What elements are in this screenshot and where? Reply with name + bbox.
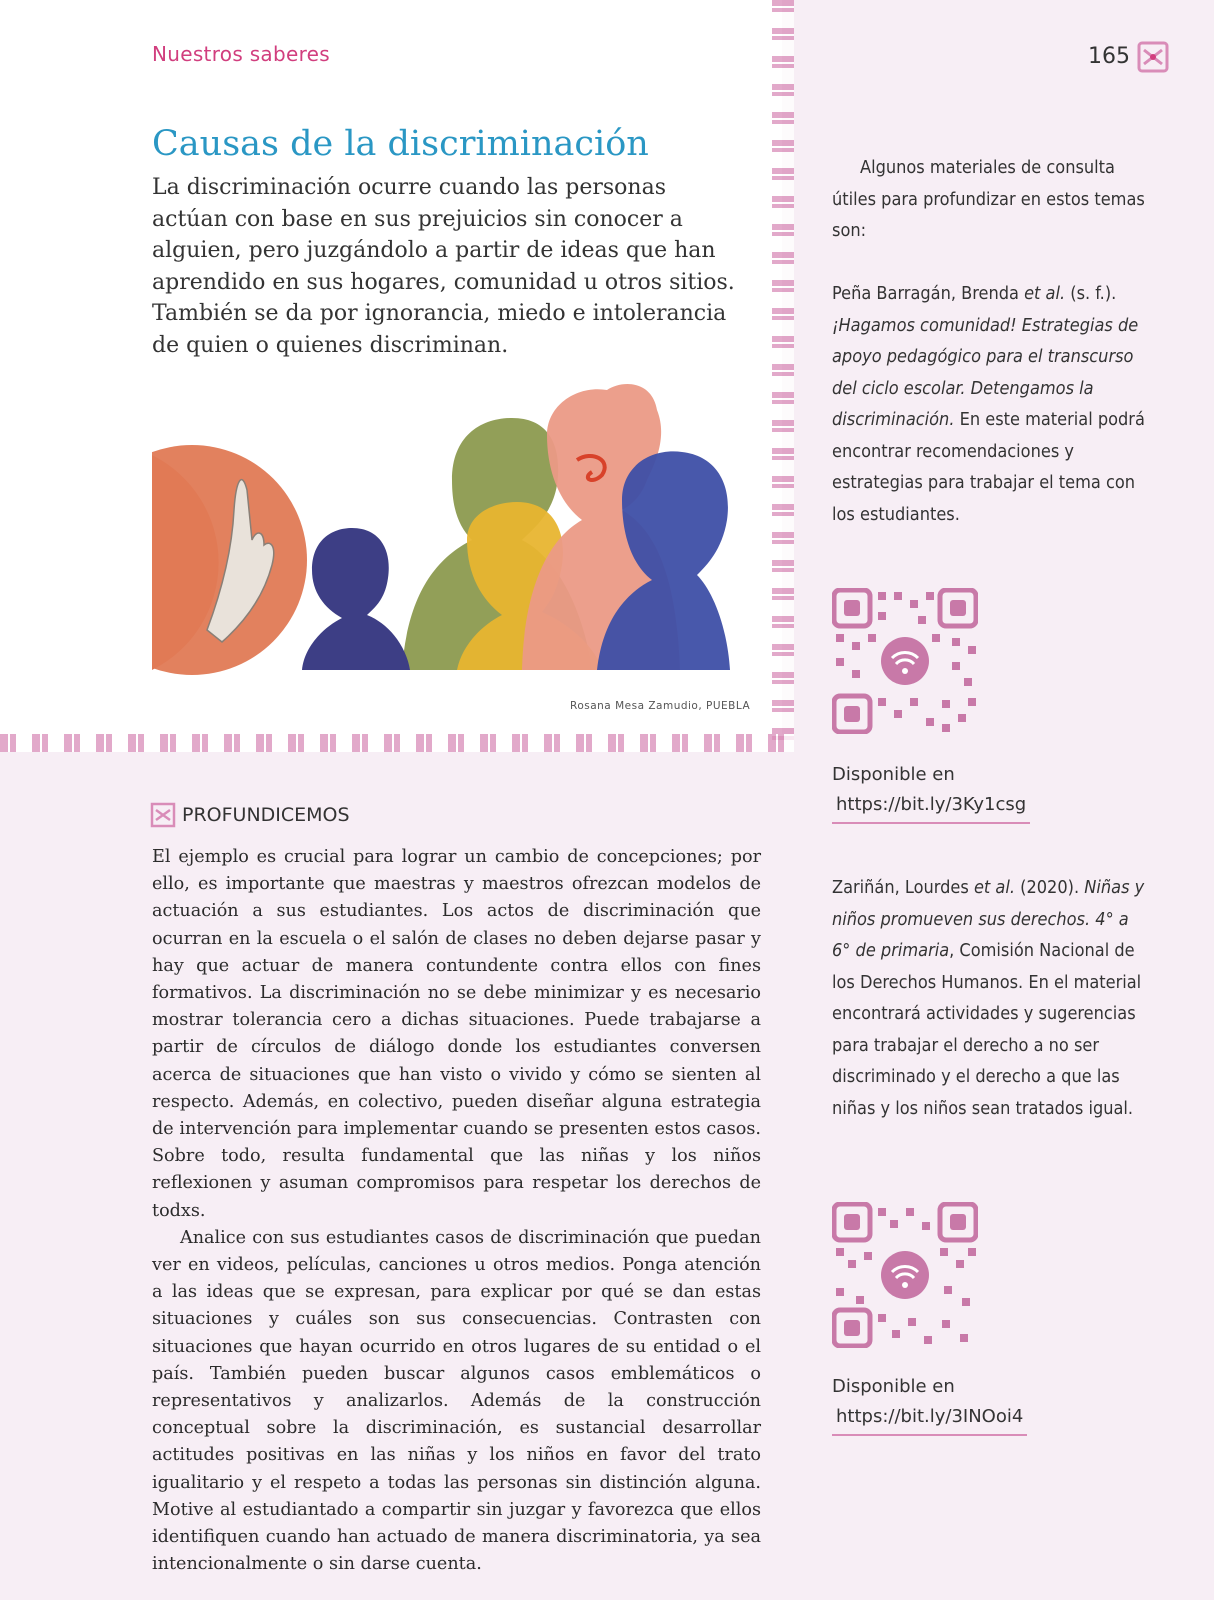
ref1-description: En este material podrá encontrar recomendaciones y estrategias para trabajar el tema con los estudiantes.	[832, 409, 1145, 525]
ref1-availability	[832, 760, 1030, 824]
ref1-available-label: Disponible en	[832, 764, 955, 785]
qr-code-2[interactable]	[832, 1202, 978, 1348]
profundicemos-body	[152, 844, 761, 1578]
sidebar-intro-text: Algunos materiales de consulta útiles para profundizar en estos temas son:	[832, 157, 1145, 241]
ref1-title: ¡Hagamos comunidad! Estrategias de apoyo pedagógico para el transcurso del ciclo escolar. Detengamos la discriminación.	[832, 314, 1139, 430]
blue-small-silhouette	[302, 528, 410, 670]
body-paragraph-1: El ejemplo es crucial para lograr un cambio de concepciones; por ello, es importante que maestras y maestros ofrezcan modelos de actuación a sus estudiantes. Los actos de discriminación que ocurran en la escuela o el salón de clases no deben dejarse pasar y hay que actuar de manera contundente contra ellos con fines formativos. La discriminación no se debe minimizar y es necesario mostrar tolerancia cero a dichas situaciones. Puede trabajarse a partir de círculos de diálogo donde los estudiantes conversen acerca de situaciones que han visto o vivido y cómo se sienten al respecto. Además, en colectivo, pueden diseñar alguna estrategia de intervención para implementar cuando se presenten estos casos. Sobre todo, resulta fundamental que las niñas y los niños reflexionen y asuman compromisos para respetar los derechos de todxs.	[152, 847, 761, 1221]
decorative-vertical-border	[772, 0, 794, 752]
reference-2	[832, 872, 1152, 1124]
silhouettes-illustration	[152, 380, 742, 690]
ref2-available-label: Disponible en	[832, 1376, 955, 1397]
ref2-author: Zariñán, Lourdes	[832, 877, 974, 898]
image-credit: Rosana Mesa Zamudio, PUEBLA	[570, 700, 751, 712]
page-number: 165	[1088, 44, 1130, 69]
section-name: Nuestros saberes	[152, 42, 330, 66]
emblem-icon	[1136, 40, 1170, 74]
ref1-author: Peña Barragán, Brenda	[832, 283, 1025, 304]
ref1-link[interactable]: https://bit.ly/3Ky1csg	[832, 790, 1030, 824]
qr-code-1[interactable]	[832, 588, 978, 734]
sidebar-intro	[832, 152, 1152, 247]
article-intro: La discriminación ocurre cuando las personas actúan con base en sus prejuicios sin conocer a alguien, pero juzgándolo a partir de ideas que han aprendido en sus hogares, comunidad u otros sitios. También se da por ignorancia, miedo e intolerancia de quien o quienes discriminan.	[152, 175, 735, 358]
ref2-year: (2020).	[1014, 877, 1085, 898]
ref2-availability	[832, 1372, 1027, 1436]
article-title: Causas de la discriminación	[152, 124, 649, 164]
profundicemos-title: PROFUNDICEMOS	[182, 804, 350, 826]
reference-1	[832, 278, 1152, 530]
ref1-year: (s. f.).	[1065, 283, 1117, 304]
body-paragraph-2: Analice con sus estudiantes casos de discriminación que puedan ver en videos, películas, canciones u otros medios. Ponga atención a las ideas que se expresan, para explicar por qué se dan estas situaciones y cuáles son sus consecuencias. Contrasten con situaciones que hayan ocurrido en otros lugares de su entidad o el país. También pueden buscar algunos casos emblemáticos o representativos y analizarlos. Además de la construcción conceptual sobre la discriminación, es sustancial desarrollar actitudes positivas en las niñas y los niños en favor del trato igualitario y el respeto a todas las personas sin distinción alguna. Motive al estudiantado a compartir sin juzgar y favorezca que ellos identifiquen cuando han actuado de manera discriminatoria, ya sea intencionalmente o sin darse cuenta.	[152, 1227, 761, 1575]
ref2-link[interactable]: https://bit.ly/3INOoi4	[832, 1402, 1027, 1436]
ref1-etal: et al.	[1024, 283, 1066, 304]
profundicemos-icon	[150, 802, 176, 828]
decorative-horizontal-border	[0, 734, 794, 752]
ref2-title: Niñas y niños promueven sus derechos. 4° a 6° de primaria	[832, 877, 1145, 961]
ref2-etal: et al.	[973, 877, 1015, 898]
ref2-description: , Comisión Nacional de los Derechos Humanos. En el material encontrará actividades y sugerencias para trabajar el derecho a no ser discriminado y el derecho a que las niñas y los niños sean tratados igual.	[832, 940, 1142, 1119]
